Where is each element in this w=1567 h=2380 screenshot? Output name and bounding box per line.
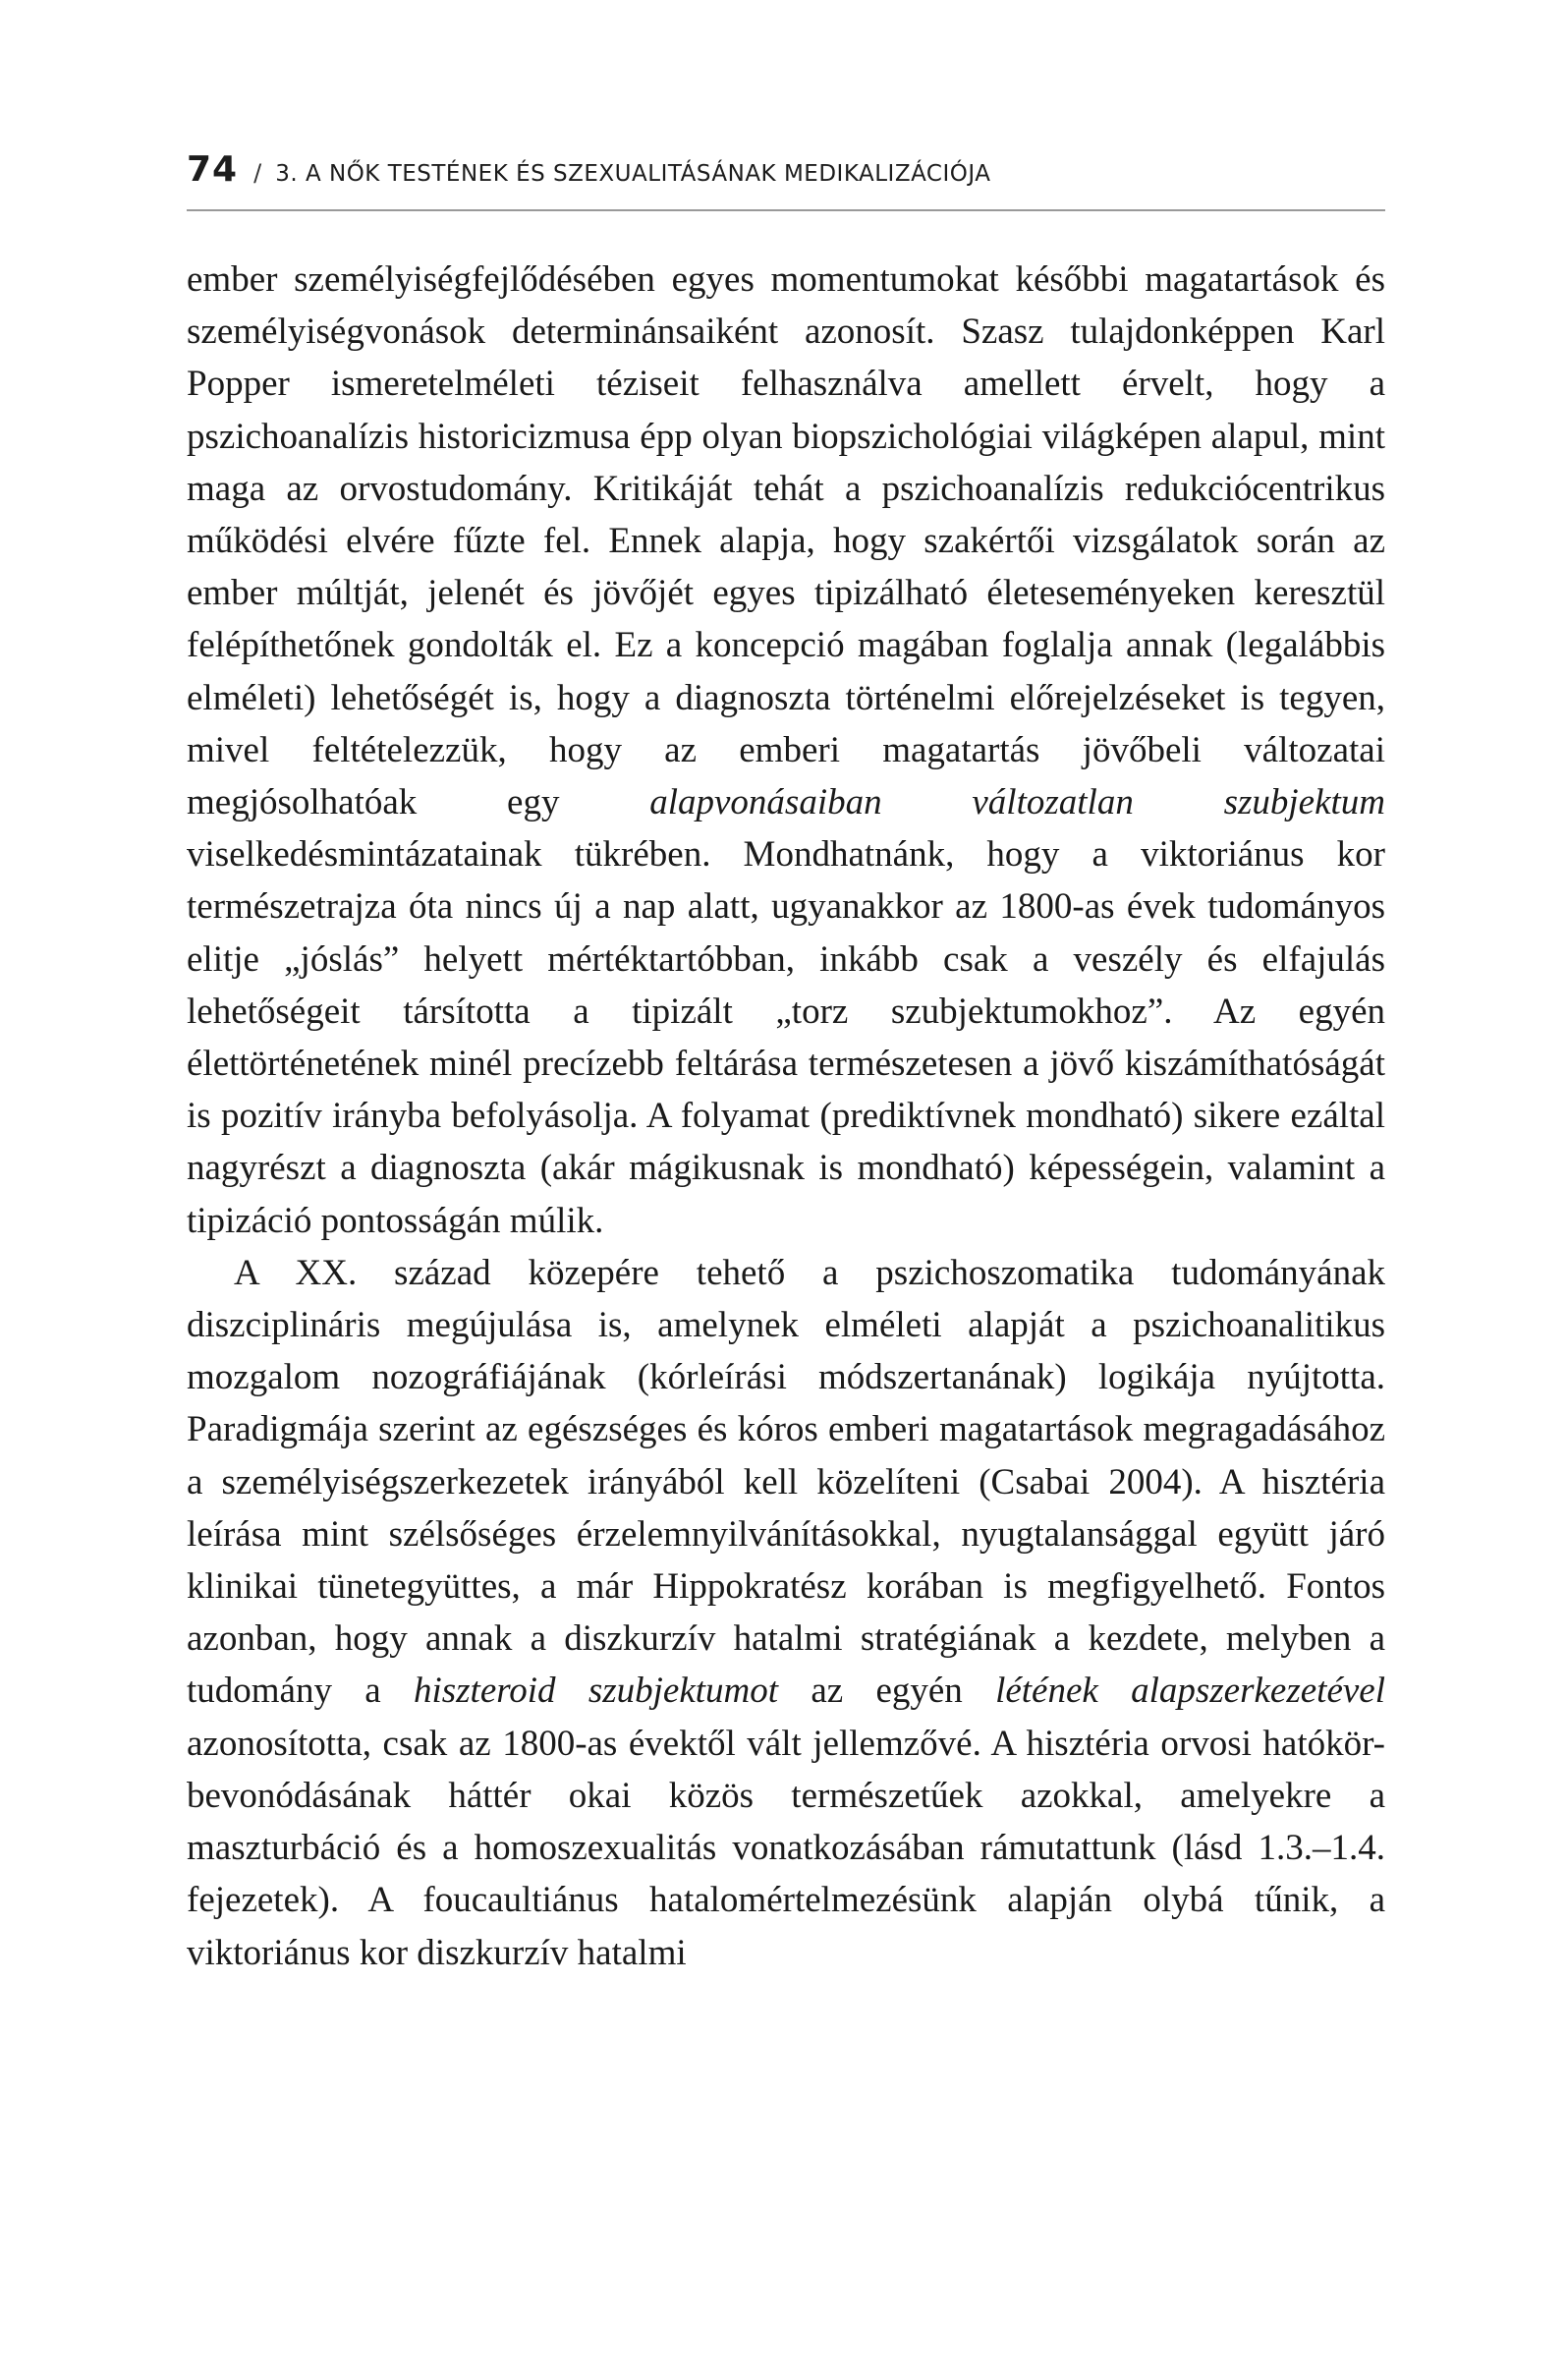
header-rule	[187, 209, 1385, 211]
running-head-chapter-title: 3. A NŐK TESTÉNEK ÉS SZEXUALITÁSÁNAK MEDIKALIZÁCIÓJA	[275, 161, 991, 187]
page-header	[187, 149, 1385, 193]
paragraph-2-text-1: A XX. század közepére tehető a pszichoszomatika tudományának diszciplináris megújulása is, amelynek elméleti alapját a pszichoanalitikus mozgalom nozográfiájának (kórleírási módszertanának) logikája nyújtotta. Paradigmája szerint az egészséges és kóros emberi magatartások megragadásához a személyiségszerkezetek irányából kell közelíteni (Csabai 2004). A hisztéria leírása mint szélsőséges érzelemnyilvánításokkal, nyugtalansággal együtt járó klinikai tünetegyüttes, a már Hippokratész korában is megfigyelhető. Fontos azonban, hogy annak a diszkurzív hatalmi stratégiának a kezdete, melyben a tudomány a	[187, 1252, 1385, 1712]
header-separator: /	[253, 159, 262, 187]
body-text	[187, 254, 1385, 1979]
paragraph-2	[187, 1247, 1385, 1979]
page-number: 74	[187, 149, 239, 190]
paragraph-1-text-1: ember személyiségfejlődésében egyes momentumokat későbbi magatartások és személyiségvonások determinánsaiként azonosít. Szasz tulajdonképpen Karl Popper ismeretelméleti téziseit felhasználva amellett érvelt, hogy a pszichoanalízis historicizmusa épp olyan biopszichológiai világképen alapul, mint maga az orvostudomány. Kritikáját tehát a pszichoanalízis redukciócentrikus működési elvére fűzte fel. Ennek alapja, hogy szakértői vizsgálatok során az ember múltját, jelenét és jövőjét egyes tipizálható életeseményeken keresztül felépíthetőnek gondolták el. Ez a koncepció magában foglalja annak (legalábbis elméleti) lehetőségét is, hogy a diagnoszta történelmi előrejelzéseket is tegyen, mivel feltételezzük, hogy az emberi magatartás jövőbeli változatai megjósolhatóak egy	[187, 259, 1385, 823]
paragraph-2-italic-2: létének alapszerkezetével	[995, 1671, 1385, 1712]
paragraph-1	[187, 254, 1385, 1247]
paragraph-2-italic-1: hiszteroid szubjektumot	[413, 1671, 779, 1712]
paragraph-2-text-2: az egyén	[778, 1671, 996, 1712]
paragraph-2-text-3: azonosította, csak az 1800-as évektől vált jellemzővé. A hisztéria orvosi hatókör-bevonódásának háttér okai közös természetűek azokkal, amelyekre a maszturbáció és a homoszexualitás vonatkozásában rámutattunk (lásd 1.3.–1.4. fejezetek). A foucaultiánus hatalomértelmezésünk alapján olybá tűnik, a viktoriánus kor diszkurzív hatalmi	[187, 1723, 1385, 1973]
paragraph-1-italic-1: alapvonásaiban változatlan szubjektum	[649, 782, 1385, 823]
paragraph-1-text-2: viselkedésmintázatainak tükrében. Mondhatnánk, hogy a viktoriánus kor természetrajza óta nincs új a nap alatt, ugyanakkor az 1800-as évek tudományos elitje „jóslás” helyett mértéktartóbban, inkább csak a veszély és elfajulás lehetőségeit társította a tipizált „torz szubjektumokhoz”. Az egyén élettörténetének minél precízebb feltárása természetesen a jövő kiszámíthatóságát is pozitív irányba befolyásolja. A folyamat (prediktívnek mondható) sikere ezáltal nagyrészt a diagnoszta (akár mágikusnak is mondható) képességein, valamint a tipizáció pontosságán múlik.	[187, 834, 1385, 1241]
